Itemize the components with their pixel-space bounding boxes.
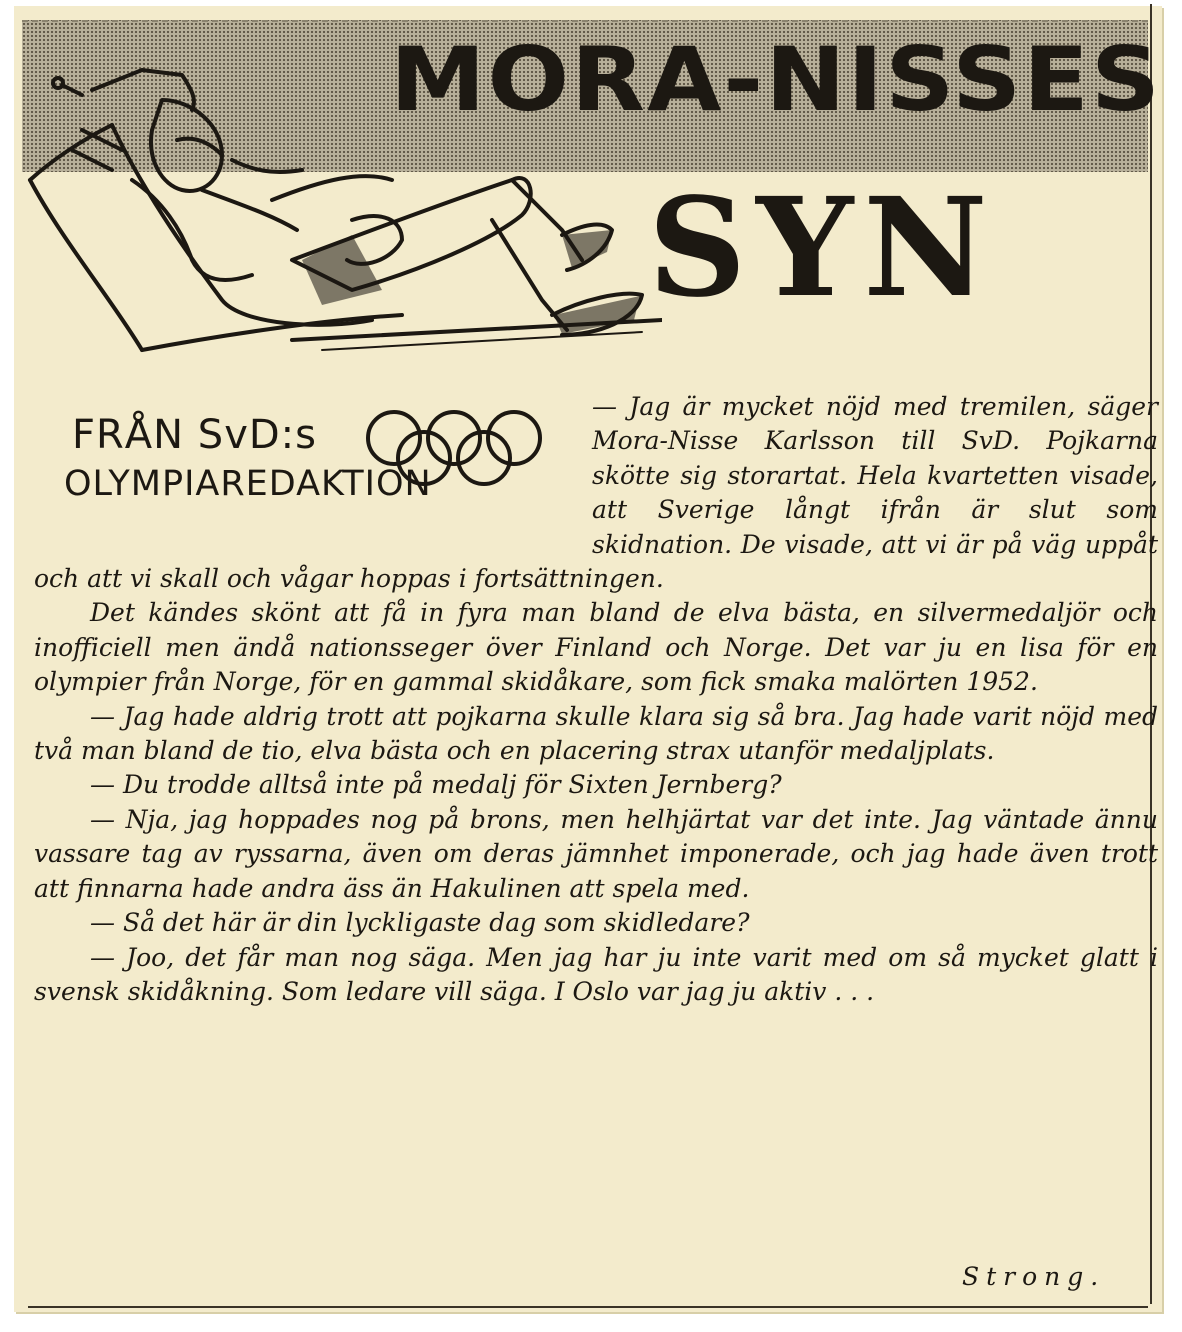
masthead-spacer [34, 390, 592, 530]
article-paragraph: — Så det här är din lyckligaste dag som skidledare? [90, 908, 750, 938]
article-paragraph: — Joo, det får man nog säga. Men jag har ju inte varit med om så mycket glatt i svensk skidåkning. Som ledare vill säga. I Oslo var jag ju aktiv . . . [34, 942, 1158, 1006]
author-signature: Strong. [962, 1262, 1106, 1291]
article-body [34, 390, 1158, 1009]
article-paragraph: Det kändes skönt att få in fyra man bland de elva bästa, en silvermedaljör och inofficiell men ändå nationsseger över Finland och Norge. Det var ju en lisa för en olympier från Norge, för en gammal skidåkare, som fick smaka malörten 1952. [34, 598, 1158, 697]
masthead-line-2: OLYMPIAREDAKTION [64, 464, 432, 504]
article-paragraph: — Jag är mycket nöjd med tremilen, säger Mora-Nisse Karlsson till SvD. Pojkarna skötte sig storartat. Hela kvartetten visade, att Sverige långt ifrån är slut som skidnation. De visade, att vi är på väg uppåt och att vi skall och vågar hoppas i fortsättningen. [34, 392, 1158, 594]
headline-title: MORA-NISSES [390, 28, 1162, 132]
masthead-line-1: FRÅN SvD:s [72, 412, 317, 458]
bottom-rule [28, 1306, 1148, 1308]
headline-subtitle: SYN [648, 168, 998, 328]
article-paragraph: — Jag hade aldrig trott att pojkarna skulle klara sig så bra. Jag hade varit nöjd med två man bland de tio, elva bästa och en placering strax utanför medaljplats. [34, 701, 1158, 766]
article-paragraph: — Nja, jag hoppades nog på brons, men helhjärtat var det inte. Jag väntade ännu vassare tag av ryssarna, även om deras jämnhet imponerade, och jag hade även trott att finnarna hade andra äss än Hakulinen att spela med. [34, 804, 1158, 903]
article-paragraph: — Du trodde alltså inte på medalj för Sixten Jernberg? [90, 770, 782, 800]
